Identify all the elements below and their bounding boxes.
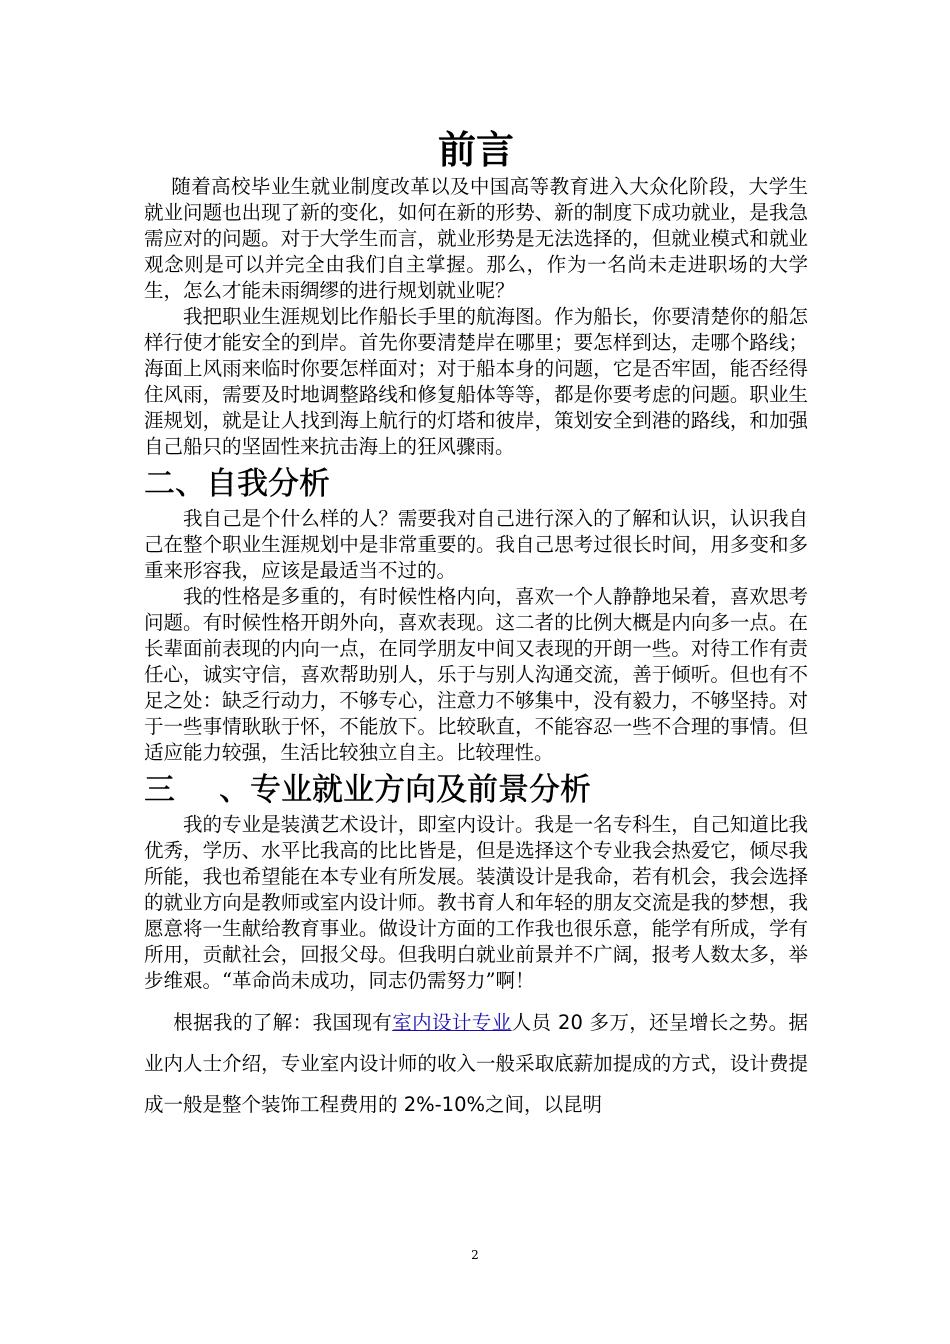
intro-paragraph-1: 随着高校毕业生就业制度改革以及中国高等教育进入大众化阶段，大学生就业问题也出现了新的变化，如何在新的形势、新的制度下成功就业，是我急需应对的问题。对于大学生而言，就业形势是无法选择的，但就业模式和就业观念则是可以并完全由我们自主掌握。那么，作为一名尚未走进职场的大学生，怎么才能未雨绸缪的进行规划就业呢？ [144, 175, 808, 302]
section-heading-career-outlook [144, 768, 808, 812]
career-text-end: 之间，以昆明 [485, 1093, 603, 1116]
fee-percentage: 2%-10% [403, 1093, 486, 1116]
document-body [144, 126, 808, 1125]
section-heading-self-analysis: 二、自我分析 [144, 466, 330, 502]
self-analysis-paragraph-1: 我自己是个什么样的人？需要我对自己进行深入的了解和认识，认识我自己在整个职业生涯规划中是非常重要的。我自己思考过很长时间，用多变和多重来形容我，应该是最适当不过的。 [144, 507, 808, 582]
career-text-after-link: 人员 [511, 1011, 559, 1034]
page-title: 前言 [437, 128, 514, 172]
career-paragraph-1: 我的专业是装潢艺术设计，即室内设计。我是一名专科生，自己知道比我优秀，学历、水平比我高的比比皆是，但是选择这个专业我会热爱它，倾尽我所能，我也希望能在本专业有所发展。装潢设计是我命，若有机会，我会选择的就业方向是教师或室内设计师。教书育人和年轻的朋友交流是我的梦想，我愿意将一生献给教育事业。做设计方面的工作我也很乐意，能学有所成，学有所用，贡献社会，回报父母。但我明白就业前景并不广阔，报考人数太多，举步维艰。“革命尚未成功，同志仍需努力”啊！ [144, 813, 808, 992]
intro-paragraph-2: 我把职业生涯规划比作船长手里的航海图。作为船长，你要清楚你的船怎样行使才能安全的到岸。首先你要清楚岸在哪里；要怎样到达，走哪个路线；海面上风雨来临时你要怎样面对；对于船本身的问题，它是否牢固，能否经得住风雨，需要及时地调整路线和修复船体等等，都是你要考虑的问题。职业生涯规划，就是让人找到海上航行的灯塔和彼岸，策划安全到港的路线，和加强自己船只的坚固性来抗击海上的狂风骤雨。 [144, 305, 808, 458]
page-number: 2 [471, 1248, 479, 1262]
career-text-middle: 多万，还呈增长之势。据业内人士介绍，专业室内设计师的收入一般采取底薪加提成的方式，设计费提成一般是整个装饰工程费用的 [144, 1011, 808, 1116]
career-paragraph-2 [144, 1002, 808, 1125]
self-analysis-paragraph-2: 我的性格是多重的，有时候性格内向，喜欢一个人静静地呆着，喜欢思考问题。有时候性格开朗外向，喜欢表现。这二者的比例大概是内向多一点。在长辈面前表现的内向一点，在同学朋友中间又表现的开朗一些。对待工作有责任心，诚实守信，喜欢帮助别人，乐于与别人沟通交流，善于倾听。但也有不足之处：缺乏行动力，不够专心，注意力不够集中，没有毅力，不够坚持。对于一些事情耿耿于怀，不能放下。比较耿直，不能容忍一些不合理的事情。但适应能力较强，生活比较独立自主。比较理性。 [144, 585, 808, 764]
section-heading-text: 、专业就业方向及前景分析 [219, 772, 591, 808]
section-number: 三 [144, 772, 175, 808]
practitioner-count: 20 [558, 1011, 583, 1034]
interior-design-link[interactable]: 室内设计专业 [392, 1011, 512, 1034]
career-text-before-link: 根据我的了解：我国现有 [173, 1011, 393, 1034]
